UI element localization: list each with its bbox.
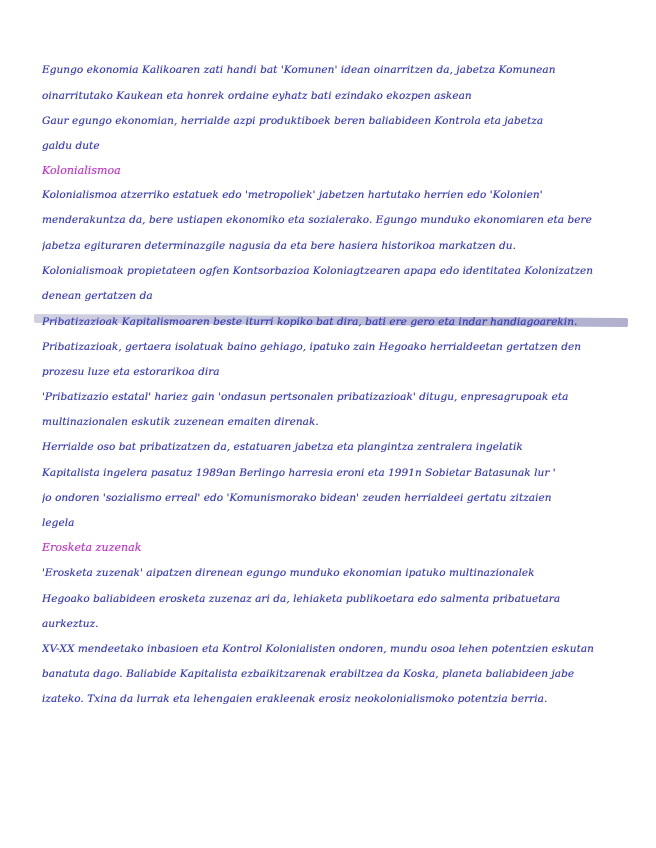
text-line: denean gertatzen da: [42, 290, 153, 302]
text-line: Hegoako baliabideen erosketa zuzenaz ari da, lehiaketa publikoetara edo salmenta pribatuetara: [42, 593, 561, 605]
text-line: aurkeztuz.: [42, 618, 99, 630]
text-line: Kapitalista ingelera pasatuz 1989an Berlingo harresia eroni eta 1991n Sobietar Batasunak lur ': [42, 467, 556, 479]
text-line: Kolonialismoa atzerriko estatuek edo 'metropoliek' jabetzen hartutako herrien edo 'Kolonien': [42, 189, 543, 201]
text-line: Pribatizazioak, gertaera isolatuak baino gehiago, ipatuko zain Hegoako herrialdeetan gertatzen den: [42, 341, 582, 353]
text-line: oinarritutako Kaukean eta honrek ordaine eyhatz bati ezindako ekozpen askean: [42, 90, 472, 102]
text-line: jo ondoren 'sozialismo erreal' edo 'Komunismorako bidean' zeuden herrialdeei gertatu zitzaien: [42, 492, 552, 504]
section-heading-erosketa-zuzenak: Erosketa zuzenak: [42, 541, 142, 554]
text-line: Gaur egungo ekonomian, herrialde azpi produktiboek beren baliabideen Kontrola eta jabetza: [42, 115, 544, 127]
text-line: 'Erosketa zuzenak' aipatzen direnean egungo munduko ekonomian ipatuko multinazionalek: [42, 567, 535, 579]
text-line: menderakuntza da, bere ustiapen ekonomiko eta sozialerako. Egungo munduko ekonomiaren eta bere: [42, 214, 592, 226]
text-line: Kolonialismoak propietateen ogfen Kontsorbazioa Koloniagtzearen apapa edo identitatea Kolonizatzen: [42, 265, 594, 277]
text-line: galdu dute: [42, 140, 100, 152]
text-line: Herrialde oso bat pribatizatzen da, estatuaren jabetza eta plangintza zentralera ingelatik: [42, 441, 523, 453]
text-line: legela: [42, 517, 75, 529]
text-line: izateko. Txina da lurrak eta lehengaien erakleenak erosiz neokolonialismoko potentzia berria.: [42, 693, 548, 705]
text-line: prozesu luze eta estorarikoa dira: [42, 366, 220, 378]
text-line: Egungo ekonomia Kalikoaren zati handi bat 'Komunen' idean oinarritzen da, jabetza Komunean: [42, 64, 556, 76]
text-line: banatuta dago. Baliabide Kapitalista ezbaikitzarenak erabiltzea da Koska, planeta baliabideen jabe: [42, 668, 575, 680]
text-line: jabetza egituraren determinazgile nagusia da eta bere hasiera historikoa markatzen du.: [42, 240, 516, 252]
text-line: Pribatizazioak Kapitalismoaren beste iturri kopiko bat dira, bati ere gero eta indar handiagoarekin.: [42, 316, 578, 328]
section-heading-kolonialismoa: Kolonialismoa: [42, 164, 121, 177]
text-line: XV-XX mendeetako inbasioen eta Kontrol Kolonialisten ondoren, mundu osoa lehen potentzien eskutan: [42, 643, 594, 655]
text-line: multinazionalen eskutik zuzenean emaiten direnak.: [42, 416, 319, 428]
text-line: 'Pribatizazio estatal' hariez gain 'ondasun pertsonalen pribatizazioak' ditugu, enpresagrupoak eta: [42, 391, 569, 403]
